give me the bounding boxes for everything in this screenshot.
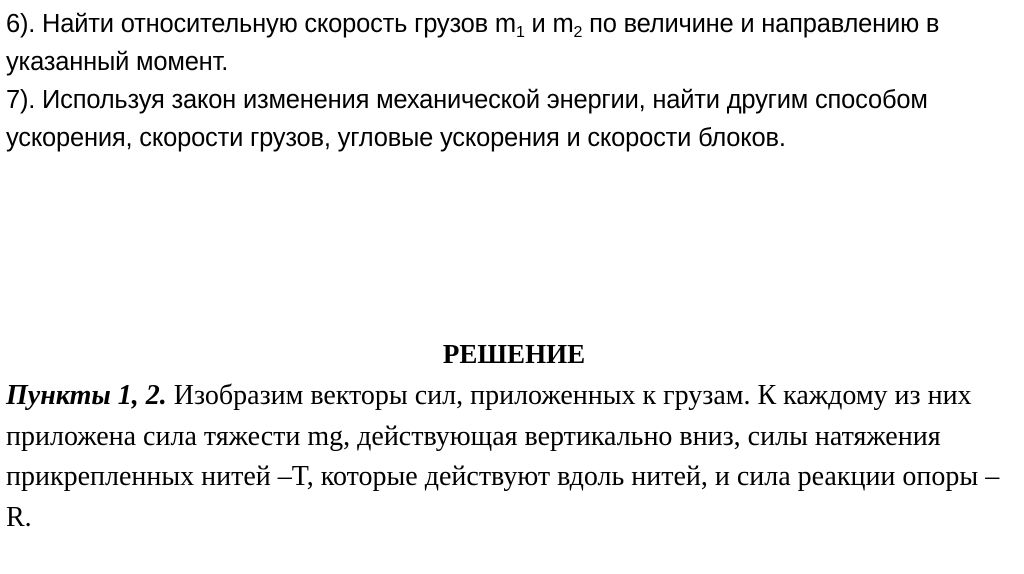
task-6-suffix: по величине и направлению в указанный момент. [6, 10, 940, 76]
solution-lead: Пункты 1, 2. [6, 380, 167, 411]
task-7-paragraph: 7). Используя закон изменения механической энергии, найти другим способом ускорения, скорости грузов, угловые ускорения и скорости блоков. [6, 86, 928, 152]
solution-heading: РЕШЕНИЕ [442, 339, 586, 369]
solution-paragraph [6, 376, 1018, 538]
task-6-middle: и m [524, 10, 574, 38]
solution-body: Изобразим векторы сил, приложенных к грузам. К каждому из них приложена сила тяжести mg, действующая вертикально вниз, силы натяжения прикрепленных нитей –T, которые действуют вдоль нитей, и сила реакции опоры – R. [6, 380, 1000, 533]
task-6-prefix: 6). Найти относительную скорость грузов m [6, 10, 516, 38]
task-list [6, 5, 1018, 157]
subscript-1: 1 [515, 24, 525, 41]
task-6-paragraph [6, 5, 1018, 81]
subscript-2: 2 [573, 24, 583, 41]
